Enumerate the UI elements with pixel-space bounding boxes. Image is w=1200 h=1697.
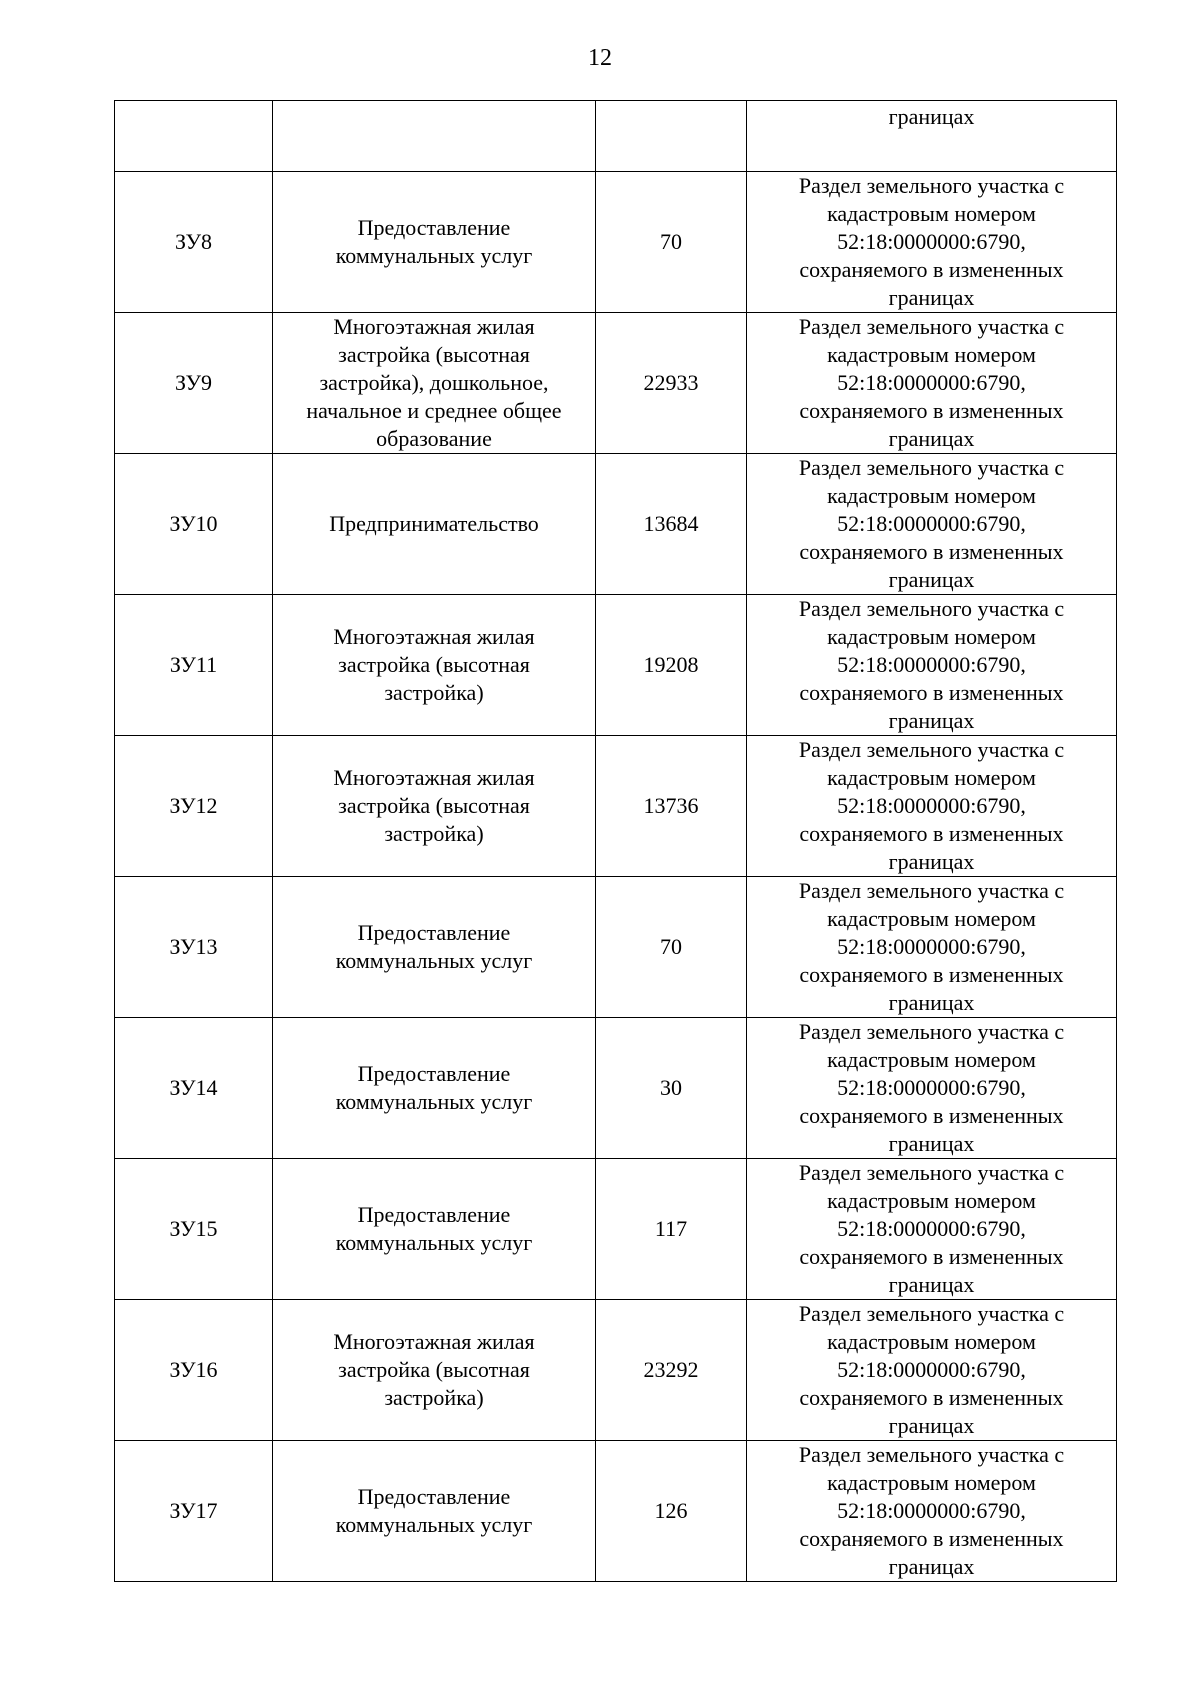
cell-area: 30 (596, 1018, 747, 1159)
cell-permitted-use: Предоставление коммунальных услуг (273, 1159, 596, 1300)
cell-permitted-use: Многоэтажная жилая застройка (высотная застройка) (273, 595, 596, 736)
table-row (115, 595, 1117, 736)
cell-permitted-use: Предоставление коммунальных услуг (273, 877, 596, 1018)
table-row (115, 454, 1117, 595)
cell-permitted-use: Предоставление коммунальных услуг (273, 1441, 596, 1582)
cell-plot-id (115, 101, 273, 172)
cell-plot-id: ЗУ8 (115, 172, 273, 313)
cell-permitted-use: Предоставление коммунальных услуг (273, 172, 596, 313)
cell-plot-id: ЗУ10 (115, 454, 273, 595)
cell-plot-id: ЗУ13 (115, 877, 273, 1018)
table-row (115, 877, 1117, 1018)
table-row (115, 1300, 1117, 1441)
cell-formation-method: Раздел земельного участка с кадастровым номером 52:18:0000000:6790, сохраняемого в измененных границах (747, 172, 1117, 313)
cell-permitted-use: Многоэтажная жилая застройка (высотная застройка) (273, 1300, 596, 1441)
cell-area (596, 101, 747, 172)
table-row-continuation (115, 101, 1117, 172)
cell-formation-method: Раздел земельного участка с кадастровым номером 52:18:0000000:6790, сохраняемого в измененных границах (747, 454, 1117, 595)
cell-permitted-use: Многоэтажная жилая застройка (высотная застройка) (273, 736, 596, 877)
cell-plot-id: ЗУ9 (115, 313, 273, 454)
cell-formation-method: Раздел земельного участка с кадастровым номером 52:18:0000000:6790, сохраняемого в измененных границах (747, 1441, 1117, 1582)
cell-formation-method: Раздел земельного участка с кадастровым номером 52:18:0000000:6790, сохраняемого в измененных границах (747, 877, 1117, 1018)
table-row (115, 313, 1117, 454)
cell-formation-method: Раздел земельного участка с кадастровым номером 52:18:0000000:6790, сохраняемого в измененных границах (747, 1300, 1117, 1441)
table-row (115, 172, 1117, 313)
land-plots-table (114, 100, 1117, 1582)
cell-formation-method: границах (747, 101, 1117, 172)
cell-area: 13736 (596, 736, 747, 877)
cell-area: 70 (596, 172, 747, 313)
cell-formation-method: Раздел земельного участка с кадастровым номером 52:18:0000000:6790, сохраняемого в измененных границах (747, 313, 1117, 454)
cell-plot-id: ЗУ11 (115, 595, 273, 736)
cell-area: 19208 (596, 595, 747, 736)
cell-formation-method: Раздел земельного участка с кадастровым номером 52:18:0000000:6790, сохраняемого в измененных границах (747, 1018, 1117, 1159)
cell-area: 13684 (596, 454, 747, 595)
cell-permitted-use (273, 101, 596, 172)
cell-area: 126 (596, 1441, 747, 1582)
cell-plot-id: ЗУ12 (115, 736, 273, 877)
cell-plot-id: ЗУ16 (115, 1300, 273, 1441)
page-number: 12 (588, 45, 612, 71)
cell-formation-method: Раздел земельного участка с кадастровым номером 52:18:0000000:6790, сохраняемого в измененных границах (747, 736, 1117, 877)
cell-area: 117 (596, 1159, 747, 1300)
cell-plot-id: ЗУ14 (115, 1018, 273, 1159)
table-row (115, 1159, 1117, 1300)
table-row (115, 736, 1117, 877)
table-row (115, 1018, 1117, 1159)
cell-formation-method: Раздел земельного участка с кадастровым номером 52:18:0000000:6790, сохраняемого в измененных границах (747, 1159, 1117, 1300)
cell-permitted-use: Многоэтажная жилая застройка (высотная застройка), дошкольное, начальное и среднее общее образование (273, 313, 596, 454)
cell-permitted-use: Предпринимательство (273, 454, 596, 595)
table-row (115, 1441, 1117, 1582)
cell-permitted-use: Предоставление коммунальных услуг (273, 1018, 596, 1159)
cell-area: 23292 (596, 1300, 747, 1441)
cell-plot-id: ЗУ15 (115, 1159, 273, 1300)
cell-formation-method: Раздел земельного участка с кадастровым номером 52:18:0000000:6790, сохраняемого в измененных границах (747, 595, 1117, 736)
cell-area: 22933 (596, 313, 747, 454)
cell-area: 70 (596, 877, 747, 1018)
cell-plot-id: ЗУ17 (115, 1441, 273, 1582)
